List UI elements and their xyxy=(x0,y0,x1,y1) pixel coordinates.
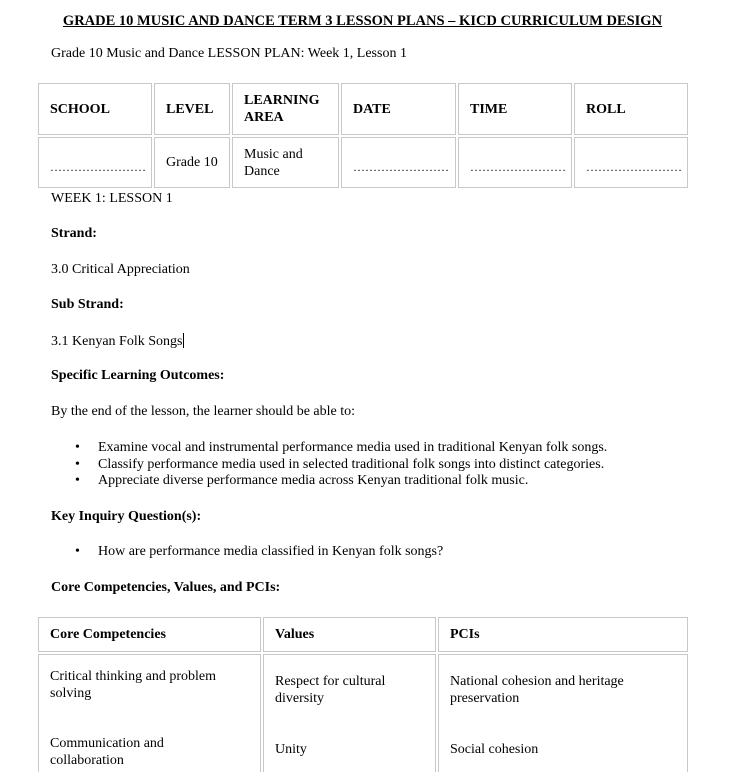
inquiry-list xyxy=(51,544,443,561)
week-label: WEEK 1: LESSON 1 xyxy=(51,191,173,206)
competency-cell-values xyxy=(263,654,436,772)
competency-header-values: Values xyxy=(263,617,436,652)
info-header-level: LEVEL xyxy=(154,83,230,135)
document-title: GRADE 10 MUSIC AND DANCE TERM 3 LESSON PLANS – KICD CURRICULUM DESIGN xyxy=(62,13,663,29)
info-value-school: …………………… xyxy=(38,137,152,188)
sub-strand-heading: Sub Strand: xyxy=(51,297,124,312)
strand-heading: Strand: xyxy=(51,226,97,241)
outcomes-heading: Specific Learning Outcomes: xyxy=(51,368,225,383)
competency-cell-pcis xyxy=(438,654,688,772)
info-value-roll: …………………… xyxy=(574,137,688,188)
info-header-learning-area: LEARNING AREA xyxy=(232,83,339,135)
table-cell: Critical thinking and problem solving xyxy=(50,669,217,701)
list-item: • Examine vocal and instrumental performance media used in traditional Kenyan folk songs. xyxy=(51,440,607,457)
info-value-level: Grade 10 xyxy=(154,137,230,188)
info-value-date: …………………… xyxy=(341,137,456,188)
info-value-time: …………………… xyxy=(458,137,572,188)
sub-strand-text: 3.1 Kenyan Folk Songs xyxy=(51,334,183,349)
table-cell: National cohesion and heritage preservation xyxy=(450,674,624,706)
text-cursor xyxy=(183,333,184,348)
sub-strand-line xyxy=(51,333,184,350)
table-cell: Unity xyxy=(275,742,307,757)
info-value-learning-area: Music and Dance xyxy=(232,137,339,188)
document-subtitle: Grade 10 Music and Dance LESSON PLAN: Week 1, Lesson 1 xyxy=(51,46,407,61)
strand-text: 3.0 Critical Appreciation xyxy=(51,262,190,277)
inquiry-heading: Key Inquiry Question(s): xyxy=(51,509,202,524)
competency-header-pcis: PCIs xyxy=(438,617,688,652)
competency-header-core: Core Competencies xyxy=(38,617,261,652)
info-header-date: DATE xyxy=(341,83,456,135)
info-header-roll: ROLL xyxy=(574,83,688,135)
outcomes-list xyxy=(51,440,607,490)
info-header-time: TIME xyxy=(458,83,572,135)
table-cell: Respect for cultural diversity xyxy=(275,674,386,706)
info-header-school: SCHOOL xyxy=(38,83,152,135)
table-cell: Communication and collaboration xyxy=(50,736,164,768)
competency-cell-core xyxy=(38,654,261,772)
outcomes-intro: By the end of the lesson, the learner should be able to: xyxy=(51,404,356,419)
list-item: • How are performance media classified in Kenyan folk songs? xyxy=(51,544,443,561)
competencies-heading: Core Competencies, Values, and PCIs: xyxy=(51,580,281,595)
table-cell: Social cohesion xyxy=(450,742,539,757)
list-item: • Classify performance media used in selected traditional folk songs into distinct categories. xyxy=(51,457,607,474)
list-item: • Appreciate diverse performance media across Kenyan traditional folk music. xyxy=(51,473,607,490)
